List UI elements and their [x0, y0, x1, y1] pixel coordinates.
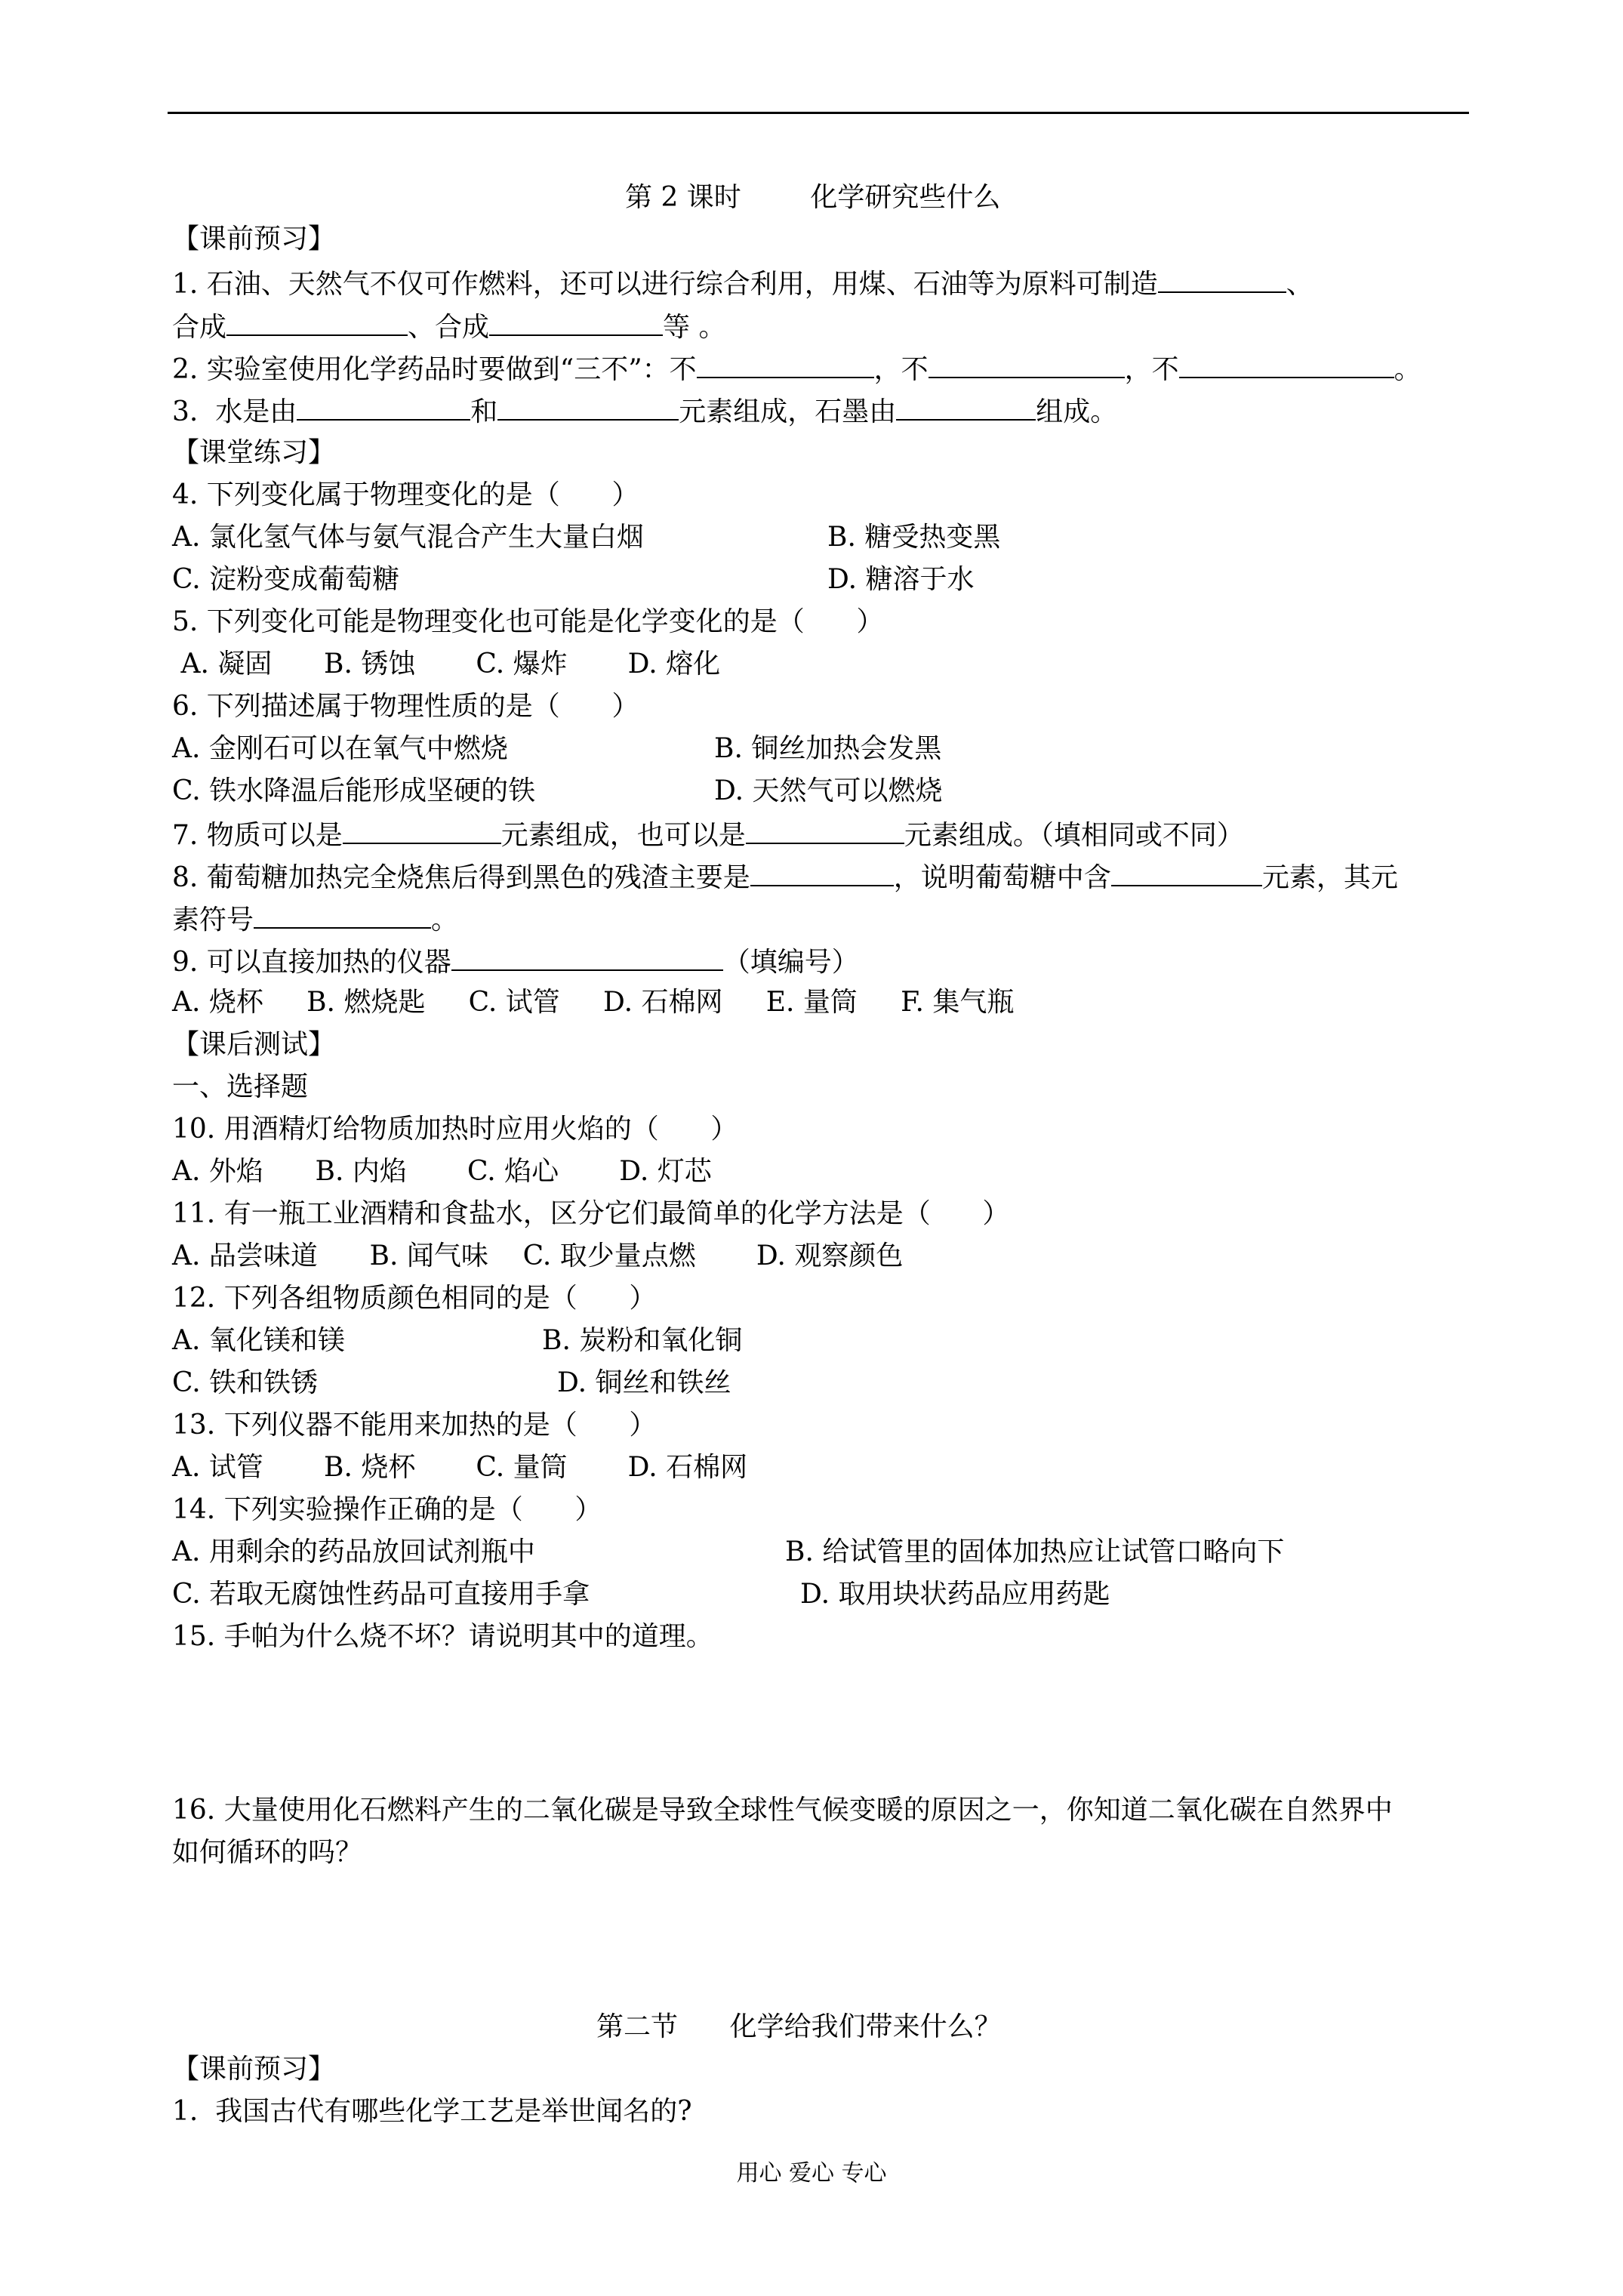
section-title: 第二节 化学给我们带来什么？ [596, 2011, 1002, 2042]
question-4-option-c: C. 淀粉变成葡萄糖 [172, 564, 400, 595]
question-7: 7. 物质可以是 元素组成，也可以是 元素组成。（填相同或不同） [172, 817, 1244, 852]
question-1-line-2: 合成 、合成 等 。 [172, 309, 725, 344]
question-13: 13. 下列仪器不能用来加热的是（ ） [172, 1410, 657, 1441]
question-14: 14. 下列实验操作正确的是（ ） [172, 1494, 602, 1525]
question-9-options: A. 烧杯 B. 燃烧匙 C. 试管 D. 石棉网 E. 量筒 F. 集气瓶 [172, 987, 1015, 1018]
blank-field[interactable] [254, 901, 431, 929]
blank-field[interactable] [497, 393, 679, 421]
question-4: 4. 下列变化属于物理变化的是（ ） [172, 479, 639, 510]
question-9: 9. 可以直接加热的仪器 （填编号） [172, 944, 859, 979]
preview-heading: 【课前预习】 [172, 223, 336, 254]
question-6-option-c: C. 铁水降温后能形成坚硬的铁 [172, 775, 536, 806]
blank-field[interactable] [896, 393, 1036, 421]
question-14-option-d: D. 取用块状药品应用药匙 [800, 1579, 1110, 1610]
question-10-options: A. 外焰 B. 内焰 C. 焰心 D. 灯芯 [172, 1156, 712, 1187]
after-class-test-heading: 【课后测试】 [172, 1029, 336, 1060]
blank-field[interactable] [1158, 266, 1286, 293]
blank-field[interactable] [451, 944, 723, 971]
question-8-line-1: 8. 葡萄糖加热完全烧焦后得到黑色的残渣主要是 ，说明葡萄糖中含 元素，其元 [172, 859, 1398, 895]
question-6-option-d: D. 天然气可以燃烧 [714, 775, 943, 806]
blank-field[interactable] [297, 393, 470, 421]
question-13-options: A. 试管 B. 烧杯 C. 量筒 D. 石棉网 [172, 1452, 748, 1483]
question-12-option-d: D. 铜丝和铁丝 [557, 1367, 731, 1398]
blank-field[interactable] [226, 309, 408, 336]
blank-field[interactable] [750, 859, 894, 886]
section-multiple-choice: 一、选择题 [172, 1071, 309, 1102]
question-14-option-c: C. 若取无腐蚀性药品可直接用手拿 [172, 1579, 590, 1610]
blank-field[interactable] [1179, 351, 1394, 378]
question-11: 11. 有一瓶工业酒精和食盐水，区分它们最简单的化学方法是（ ） [172, 1198, 1010, 1229]
section-question-1: 1. 我国古代有哪些化学工艺是举世闻名的? [172, 2096, 692, 2127]
question-2: 2. 实验室使用化学药品时要做到“三不”：不 ，不 ，不 。 [172, 351, 1421, 387]
question-6-option-b: B. 铜丝加热会发黑 [714, 733, 942, 764]
question-8-line-2: 素符号 。 [172, 901, 458, 937]
question-12-option-a: A. 氧化镁和镁 [172, 1325, 345, 1356]
question-12-option-b: B. 炭粉和氧化铜 [542, 1325, 743, 1356]
question-4-option-b: B. 糖受热变黑 [827, 522, 1001, 553]
question-16-line-2: 如何循环的吗？ [172, 1837, 363, 1868]
question-14-option-b: B. 给试管里的固体加热应让试管口略向下 [785, 1536, 1285, 1567]
question-1-line-1: 1. 石油、天然气不仅可作燃料，还可以进行综合利用，用煤、石油等为原料可制造 、 [172, 266, 1313, 301]
page-footer: 用心 爱心 专心 [736, 2160, 887, 2187]
question-12-option-c: C. 铁和铁锈 [172, 1367, 319, 1398]
question-15: 15. 手帕为什么烧不坏？请说明其中的道理。 [172, 1621, 713, 1652]
header-rule [168, 112, 1469, 114]
question-4-option-d: D. 糖溶于水 [827, 564, 975, 595]
blank-field[interactable] [343, 817, 501, 844]
blank-field[interactable] [929, 351, 1125, 378]
lesson-title: 第 2 课时 化学研究些什么 [625, 182, 1001, 213]
question-6: 6. 下列描述属于物理性质的是（ ） [172, 691, 639, 722]
question-6-option-a: A. 金刚石可以在氧气中燃烧 [172, 733, 508, 764]
blank-field[interactable] [1111, 859, 1262, 886]
question-5: 5. 下列变化可能是物理变化也可能是化学变化的是（ ） [172, 606, 884, 637]
blank-field[interactable] [489, 309, 663, 336]
section-preview-heading: 【课前预习】 [172, 2054, 336, 2085]
class-practice-heading: 【课堂练习】 [172, 437, 336, 468]
blank-field[interactable] [697, 351, 874, 378]
question-3: 3. 水是由 和 元素组成，石墨由 组成。 [172, 393, 1117, 429]
blank-field[interactable] [746, 817, 904, 844]
question-16-line-1: 16. 大量使用化石燃料产生的二氧化碳是导致全球性气候变暖的原因之一，你知道二氧化碳在自然界中 [172, 1795, 1393, 1826]
question-11-options: A. 品尝味道 B. 闻气味 C. 取少量点燃 D. 观察颜色 [172, 1240, 904, 1271]
question-5-options: A. 凝固 B. 锈蚀 C. 爆炸 D. 熔化 [172, 649, 721, 680]
question-4-option-a: A. 氯化氢气体与氨气混合产生大量白烟 [172, 522, 644, 553]
question-12: 12. 下列各组物质颜色相同的是（ ） [172, 1283, 657, 1314]
question-14-option-a: A. 用剩余的药品放回试剂瓶中 [172, 1536, 535, 1567]
question-10: 10. 用酒精灯给物质加热时应用火焰的（ ） [172, 1114, 738, 1145]
